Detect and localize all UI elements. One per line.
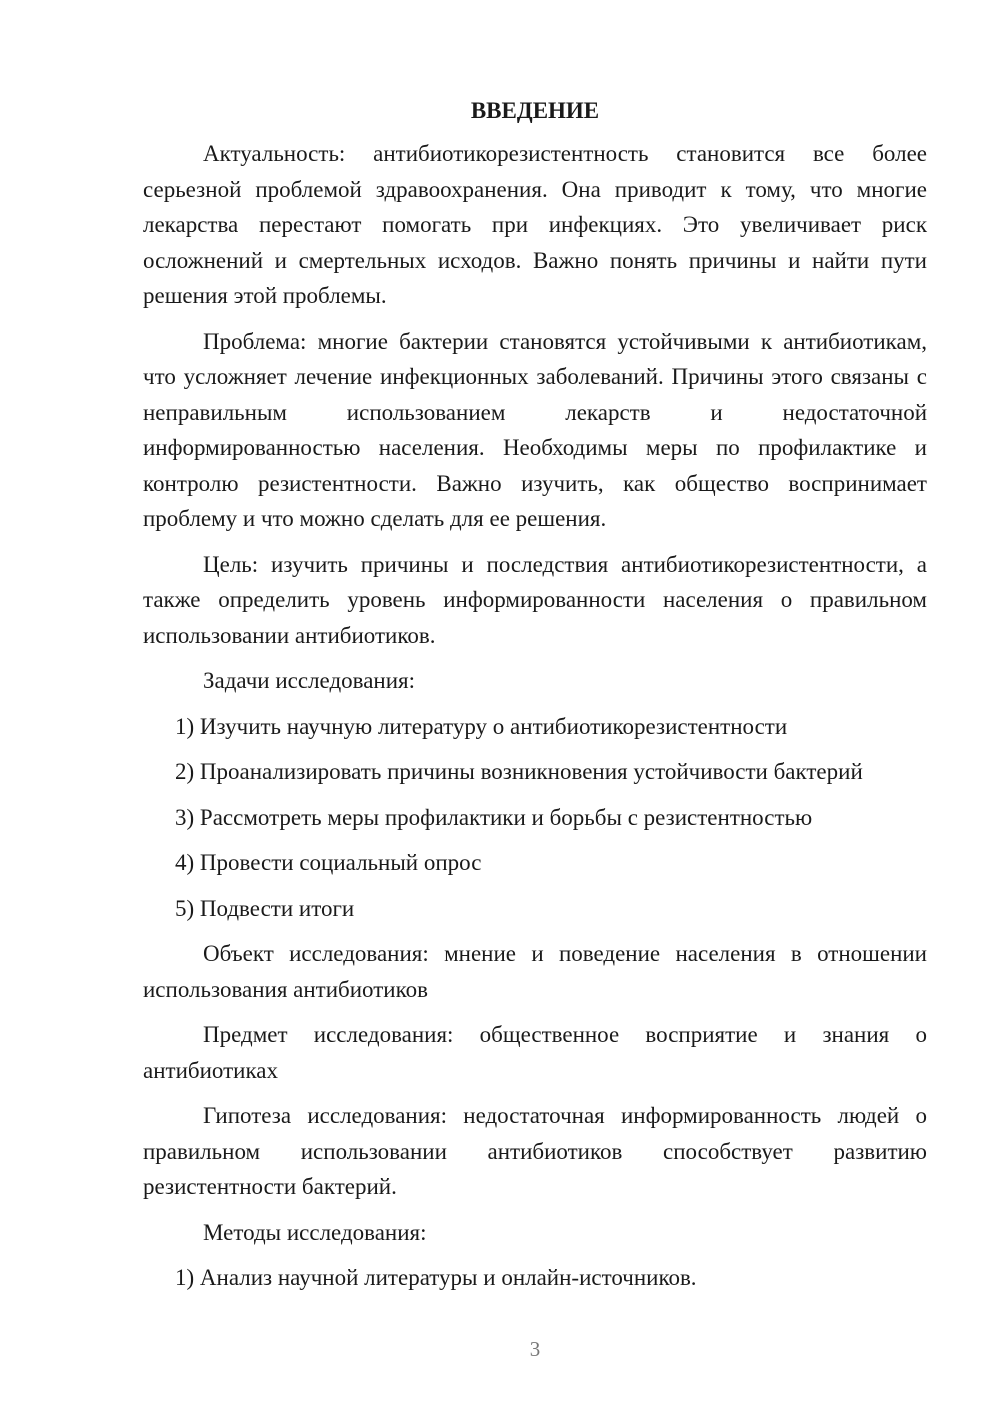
- task-item: 3) Рассмотреть меры профилактики и борьбы с резистентностью: [175, 804, 813, 830]
- method-item: 1) Анализ научной литературы и онлайн-источников.: [175, 1265, 697, 1290]
- tasks-list: [143, 709, 927, 927]
- methods-list: [143, 1260, 927, 1296]
- section-title: ВВЕДЕНИЕ: [470, 98, 600, 123]
- page-number: 3: [529, 1337, 541, 1361]
- problem-paragraph: Проблема: многие бактерии становятся устойчивыми к антибиотикам, что усложняет лечение инфекционных заболеваний. Причины этого связаны с неправильным использованием лекарств и недостаточной информированностью населения. Необходимы меры по профилактике и контролю резистентности. Важно изучить, как общество воспринимает проблему и что можно сделать для ее решения.: [143, 328, 927, 531]
- task-item: 5) Подвести итоги: [175, 895, 355, 921]
- page-content: [143, 94, 927, 1306]
- methods-label: Методы исследования:: [203, 1219, 427, 1245]
- tasks-label: Задачи исследования:: [203, 668, 416, 693]
- relevance-paragraph: Актуальность: антибиотикорезистентность становится все более серьезной проблемой здравоохранения. Она приводит к тому, что многие лекарства перестают помогать при инфекциях. Это увеличивает риск осложнений и смертельных исходов. Важно понять причины и найти пути решения этой проблемы.: [143, 141, 927, 308]
- task-item: 1) Изучить научную литературу о антибиотикорезистентности: [175, 713, 788, 739]
- task-item: 2) Проанализировать причины возникновения устойчивости бактерий: [175, 759, 863, 784]
- goal-paragraph: Цель: изучить причины и последствия антибиотикорезистентности, а также определить уровень информированности населения о правильном использовании антибиотиков.: [143, 551, 927, 648]
- task-item: 4) Провести социальный опрос: [175, 850, 482, 875]
- object-paragraph: Объект исследования: мнение и поведение населения в отношении использования антибиотиков: [143, 941, 927, 1002]
- subject-paragraph: Предмет исследования: общественное восприятие и знания о антибиотиках: [143, 1022, 927, 1083]
- hypothesis-paragraph: Гипотеза исследования: недостаточная информированность людей о правильном использовании антибиотиков способствует развитию резистентности бактерий.: [143, 1103, 927, 1199]
